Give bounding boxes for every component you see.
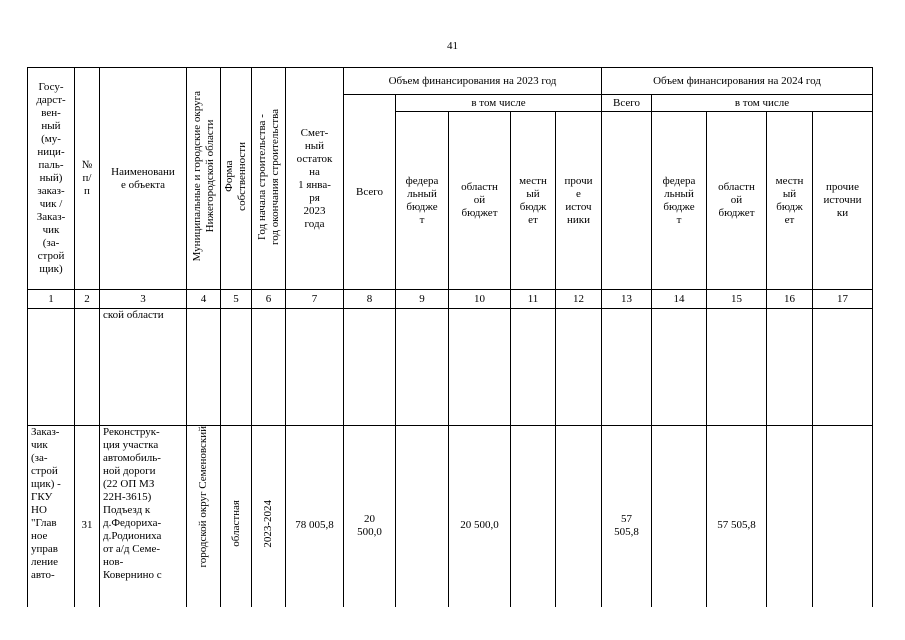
column-number: 8 [344, 290, 396, 309]
header-federal-2023: федера льный бюдже т [396, 112, 449, 290]
header-regional-2023: областн ой бюджет [449, 112, 511, 290]
header-incl-2023: в том числе [396, 95, 602, 112]
header-total-2024: Всего [602, 95, 652, 112]
row-federal-2023 [396, 426, 449, 626]
row-years-cell [252, 426, 286, 626]
row-regional-2023: 20 500,0 [449, 426, 511, 626]
header-years-cell [252, 68, 286, 290]
column-number: 9 [396, 290, 449, 309]
row-customer: Заказ- чик (за- строй щик) - ГКУ НО "Глав ное управ ление авто- [28, 426, 75, 626]
header-estimate: Смет- ный остаток на 1 янва- ря 2023 года [286, 68, 344, 290]
column-number: 16 [767, 290, 813, 309]
header-object-name: Наименовани е объекта [100, 68, 187, 290]
column-number: 1 [28, 290, 75, 309]
financing-table [27, 67, 873, 626]
row-num: 31 [75, 426, 100, 626]
column-number: 11 [511, 290, 556, 309]
row-total-2024: 57 505,8 [602, 426, 652, 626]
column-number: 6 [252, 290, 286, 309]
row-other-2024 [813, 426, 873, 626]
column-number: 14 [652, 290, 707, 309]
row-local-2024 [767, 426, 813, 626]
column-number: 3 [100, 290, 187, 309]
row-total-2023: 20 500,0 [344, 426, 396, 626]
header-customer: Госу- дарст- вен- ный (му- ници- паль- ный) заказ- чик / Заказ- чик (за- строй щик) [28, 68, 75, 290]
header-other-2023: прочи е источ ники [556, 112, 602, 290]
header-other-2024: прочие источни ки [813, 112, 873, 290]
page-bottom-margin [0, 607, 905, 640]
header-total-2023: Всего [344, 95, 396, 290]
header-local-2023: местн ый бюдж ет [511, 112, 556, 290]
header-total-2024-empty [602, 112, 652, 290]
header-municipality: Муниципальные и городские округа Нижегородской области [190, 91, 216, 262]
column-number: 10 [449, 290, 511, 309]
header-num: № п/ п [75, 68, 100, 290]
column-number: 4 [187, 290, 221, 309]
table-row [28, 309, 873, 426]
table-row [28, 426, 873, 626]
row-ownership: областная [229, 500, 242, 547]
header-federal-2024: федера льный бюдже т [652, 112, 707, 290]
column-number: 7 [286, 290, 344, 309]
header-local-2024: местн ый бюдж ет [767, 112, 813, 290]
row-estimate: 78 005,8 [286, 426, 344, 626]
header-ownership-cell [221, 68, 252, 290]
column-number: 17 [813, 290, 873, 309]
header-ownership: Форма собственности [223, 142, 248, 211]
column-number: 5 [221, 290, 252, 309]
object-name-continuation: ской области [100, 309, 187, 426]
header-fin-2024: Объем финансирования на 2024 год [602, 68, 873, 95]
column-number-row [28, 290, 873, 309]
row-municipality-cell [187, 426, 221, 626]
row-regional-2024: 57 505,8 [707, 426, 767, 626]
row-local-2023 [511, 426, 556, 626]
row-municipality: городской округ Семеновский [197, 426, 209, 568]
header-regional-2024: областн ой бюджет [707, 112, 767, 290]
row-years: 2023-2024 [262, 499, 274, 548]
column-number: 12 [556, 290, 602, 309]
header-fin-2023: Объем финансирования на 2023 год [344, 68, 602, 95]
column-number: 13 [602, 290, 652, 309]
header-incl-2024: в том числе [652, 95, 873, 112]
row-federal-2024 [652, 426, 707, 626]
header-municipality-cell [187, 68, 221, 290]
page-number: 41 [447, 40, 458, 52]
column-number: 15 [707, 290, 767, 309]
row-ownership-cell [221, 426, 252, 626]
row-other-2023 [556, 426, 602, 626]
column-number: 2 [75, 290, 100, 309]
header-years: Год начала строительства - год окончания строительства [255, 108, 281, 245]
row-object-name: Реконструк- ция участка автомобиль- ной дороги (22 ОП МЗ 22Н-3615) Подъезд к д.Федориха- д.Родиониха от а/д Семе- нов- Ковернино с [100, 426, 187, 626]
